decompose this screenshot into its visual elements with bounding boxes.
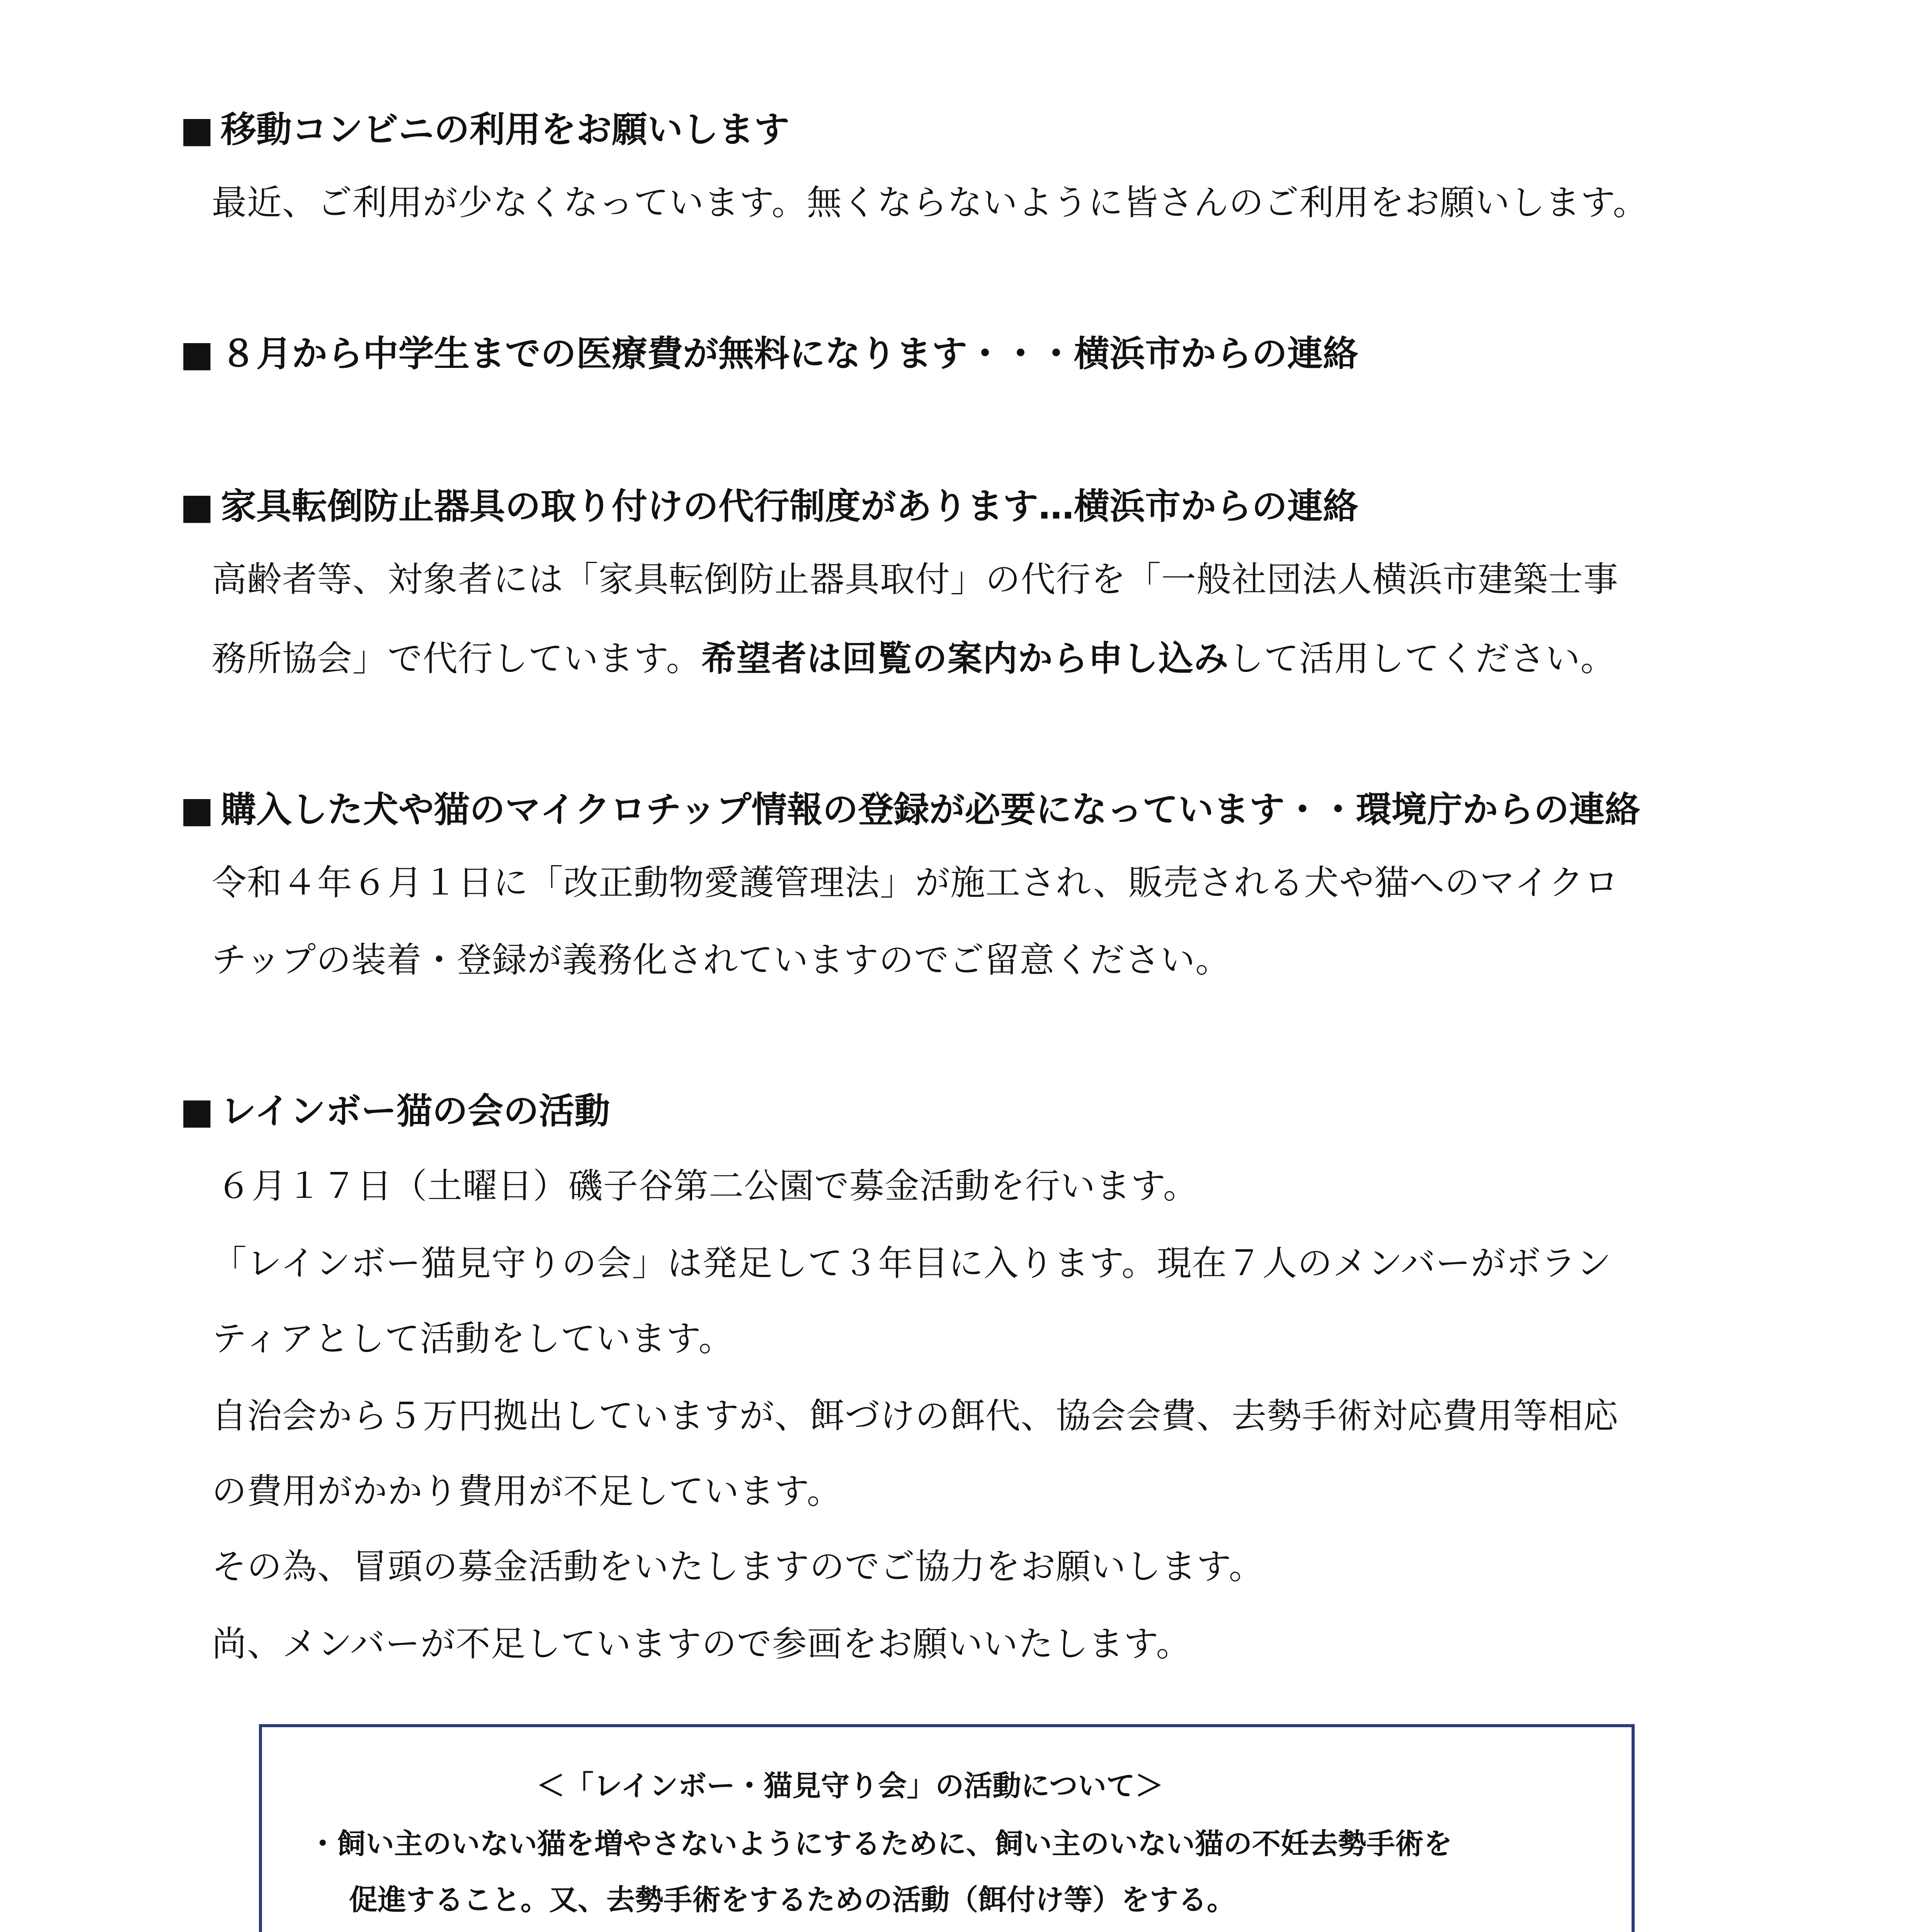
section-text: 尚、メンバーが不足していますので参画をお願いいたします。 (212, 1624, 1191, 1664)
section-text: 務所協会」で代行しています。希望者は回覧の案内から申し込みして活用してください。 (212, 638, 1616, 679)
section-heading-mobile-convenience: ■ 移動コンビニの利用をお願いします (180, 109, 790, 150)
section-text: 令和４年６月１日に「改正動物愛護管理法」が施工され、販売される犬や猫へのマイクロ (212, 862, 1619, 903)
heading-bullet: ■ (180, 789, 214, 830)
section-text: チップの装着・登録が義務化されていますのでご留意ください。 (212, 940, 1231, 980)
section-text: 「レインボー猫見守りの会」は発足して３年目に入ります。現在７人のメンバーがボラン (212, 1243, 1611, 1284)
section-text: の費用がかかり費用が不足しています。 (212, 1471, 842, 1512)
section-text: ティアとして活動をしています。 (212, 1318, 734, 1359)
heading-bullet: ■ (180, 1090, 214, 1132)
section-text: 高齢者等、対象者には「家具転倒防止器具取付」の代行を「一般社団法人横浜市建築士事 (212, 559, 1618, 600)
section-heading-furniture-anchoring: ■ 家具転倒防止器具の取り付けの代行制度があります…横浜市からの連絡 (180, 486, 1358, 527)
heading-bullet: ■ (180, 333, 214, 374)
section-heading-rainbow-cat: ■ レインボー猫の会の活動 (180, 1090, 610, 1132)
heading-bullet: ■ (180, 486, 214, 527)
section-text: ６月１７日（土曜日）磯子谷第二公園で募金活動を行います。 (216, 1166, 1198, 1206)
section-text: 最近、ご利用が少なくなっています。無くならないように皆さんのご利用をお願いします。 (212, 182, 1648, 223)
section-heading-medical-fees: ■ ８月から中学生までの医療費が無料になります・・・横浜市からの連絡 (180, 333, 1358, 374)
notice-box (259, 1724, 1635, 1932)
section-text: その為、冒頭の募金活動をいたしますのでご協力をお願いします。 (212, 1546, 1264, 1587)
section-text: 自治会から５万円拠出していますが、餌づけの餌代、協会会費、去勢手術対応費用等相応 (212, 1396, 1618, 1436)
notice-line: 促進すること。又、去勢手術をするための活動（餌付け等）をする。 (349, 1883, 1235, 1917)
notice-box-title: ＜「レインボー・猫見守り会」の活動について＞ (536, 1769, 1164, 1803)
notice-line: ・飼い主のいない猫を増やさないようにするために、飼い主のいない猫の不妊去勢手術を (308, 1827, 1452, 1861)
heading-bullet: ■ (180, 109, 214, 150)
emphasis-text: 希望者は回覧の案内から申し込み (701, 638, 1229, 679)
section-heading-microchip: ■ 購入した犬や猫のマイクロチップ情報の登録が必要になっています・・環境庁からの連絡 (180, 789, 1640, 830)
